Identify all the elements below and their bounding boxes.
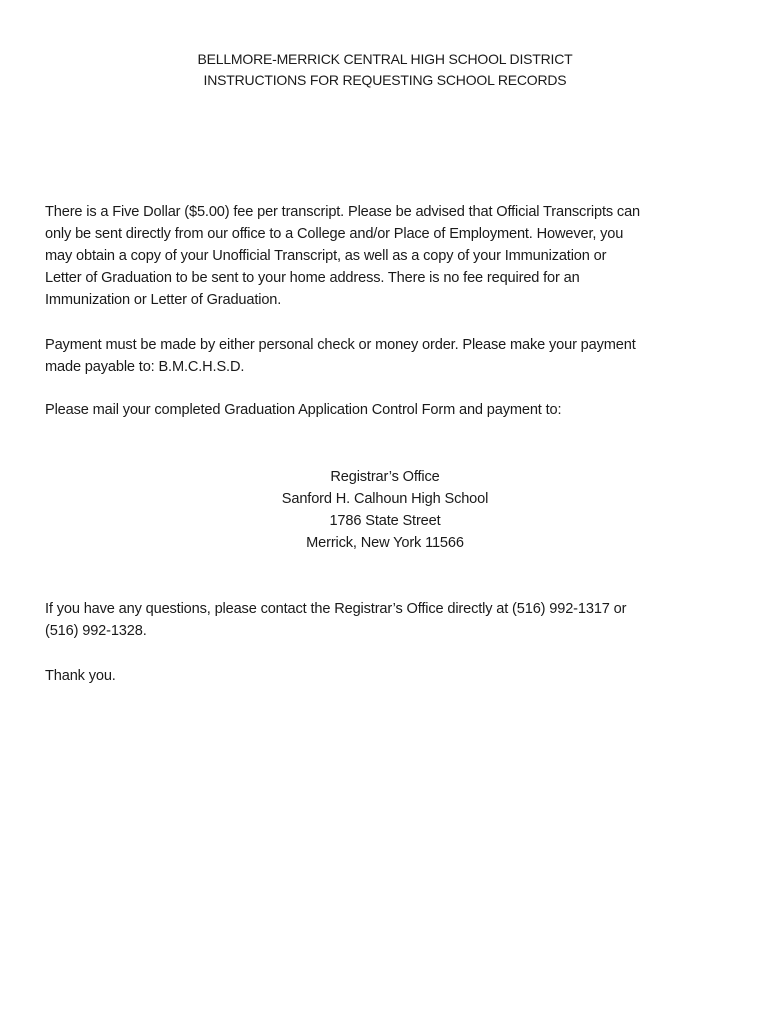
- address-office: Registrar’s Office: [330, 469, 440, 485]
- payment-paragraph: [45, 334, 735, 378]
- mail-instructions-paragraph: [45, 399, 735, 421]
- header-document-title: INSTRUCTIONS FOR REQUESTING SCHOOL RECORDS: [203, 72, 567, 88]
- address-city: Merrick, New York 11566: [306, 535, 464, 551]
- address-street: 1786 State Street: [329, 513, 441, 529]
- payment-line: Payment must be made by either personal check or money order. Please make your payment: [45, 337, 636, 353]
- fee-line: only be sent directly from our office to a College and/or Place of Employment. However, you: [45, 226, 624, 242]
- fee-line: Immunization or Letter of Graduation.: [45, 292, 282, 308]
- closing-line: Thank you.: [45, 668, 116, 684]
- fee-line: There is a Five Dollar ($5.00) fee per transcript. Please be advised that Official Transcripts can: [45, 204, 641, 220]
- mail-instructions-line: Please mail your completed Graduation Application Control Form and payment to:: [45, 402, 562, 418]
- document-header: [0, 49, 770, 91]
- fee-line: Letter of Graduation to be sent to your home address. There is no fee required for an: [45, 270, 580, 286]
- header-district-name: BELLMORE-MERRICK CENTRAL HIGH SCHOOL DISTRICT: [197, 51, 573, 67]
- payment-line: made payable to: B.M.C.H.S.D.: [45, 359, 245, 375]
- questions-line: (516) 992-1328.: [45, 623, 147, 639]
- questions-paragraph: [45, 598, 735, 642]
- questions-line: If you have any questions, please contact the Registrar’s Office directly at (516) 992-1317 or: [45, 601, 627, 617]
- fee-paragraph: [45, 201, 735, 311]
- fee-line: may obtain a copy of your Unofficial Transcript, as well as a copy of your Immunization or: [45, 248, 607, 264]
- mailing-address: [0, 466, 770, 554]
- address-school: Sanford H. Calhoun High School: [281, 491, 489, 507]
- closing-paragraph: [45, 665, 735, 687]
